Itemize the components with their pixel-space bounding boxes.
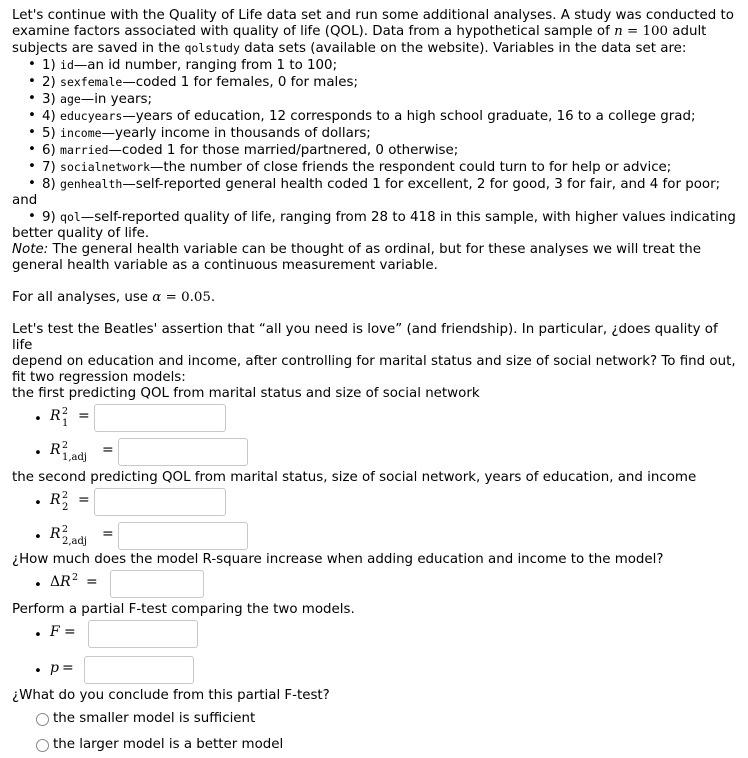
option-smaller-model[interactable]: the smaller model is sufficient [12,706,736,732]
option-larger-model[interactable]: the larger model is a better model [12,732,736,758]
r2-adj-model2-input[interactable] [118,522,248,550]
r2-model2-row: • R 2 2 = [12,486,736,520]
r2-increase-question: ¿How much does the model R-square increase when adding education and income to the model? [12,552,664,567]
alpha-line: For all analyses, use α = 0.05. [12,290,216,305]
intro-paragraph [12,8,736,57]
intro-line-2: examine factors associated with quality of life (QOL). Data from a hypothetical sample of [12,24,615,39]
delta-r2-row: • ΔR 2 = [12,568,736,602]
intro-line-1: Let's continue with the Quality of Life data set and run some additional analyses. A study was conducted to [12,8,734,23]
alpha-symbol: α [152,290,162,305]
dataset-name: qolstudy [184,41,240,55]
beatles-paragraph: Let's test the Beatles' assertion that “all you need is love” (and friendship). In particular, ¿does quality of life depend on education and income, after controlling for marital status and size of social network? To find out, fit two regression models: the first predicting QOL from marital status and size of social network [12,322,736,401]
variable-item: • 3) age—in years; [34,91,736,108]
variable-list [12,57,736,193]
variable-item: • 8) genhealth—self-reported general health coded 1 for excellent, 2 for good, 3 for fair, and 4 for poor; [34,176,736,193]
p-value-input[interactable] [84,656,194,684]
r2-model1-input[interactable] [94,404,226,432]
delta-r2-input[interactable] [110,570,204,598]
variable-item: • 2) sexfemale—coded 1 for females, 0 for males; [34,74,736,91]
intro-line-3: subjects are saved in the [12,41,185,56]
variable-item: • 7) socialnetwork—the number of close friends the respondent could turn to for help or advice; [34,159,736,176]
r2-model2-input[interactable] [94,488,226,516]
radio-circle-icon[interactable] [36,739,49,752]
note-paragraph: Note: The general health variable can be thought of as ordinal, but for these analyses we will treat the general health variable as a continuous measurement variable. [12,242,701,273]
variable-item: • 6) married—coded 1 for those married/partnered, 0 otherwise; [34,142,736,159]
variable-item: • 4) educyears—years of education, 12 corresponds to a high school graduate, 16 to a college grad; [34,108,736,125]
r2-adj-model2-row: • R 2 2,adj = [12,520,736,552]
n-symbol: n [614,24,623,39]
variable-9-continued: better quality of life. [12,226,150,241]
variable-list-2 [12,209,736,226]
and-text: and [12,193,38,208]
f-value-row: • F = [12,618,736,654]
r2-adj-model1-input[interactable] [118,438,248,466]
second-model-text: the second predicting QOL from marital status, size of social network, years of education, and income [12,470,697,485]
p-value-row: • p = [12,654,736,688]
f-value-input[interactable] [88,620,198,648]
note-label: Note: [12,242,49,257]
variable-item: • 1) id—an id number, ranging from 1 to 100; [34,57,736,74]
variable-item: • 5) income—yearly income in thousands of dollars; [34,125,736,142]
n-value: = 100 [622,24,669,39]
intro-line-2-end: adult [668,24,707,39]
variable-item: • 9) qol—self-reported quality of life, ranging from 28 to 418 in this sample, with higher values indicating [34,209,736,226]
intro-line-3-end: data sets (available on the website). Variables in the data set are: [239,41,687,56]
r2-adj-model1-row: • R 2 1,adj = [12,436,736,470]
partial-f-test-text: Perform a partial F-test comparing the two models. [12,602,355,617]
conclusion-question: ¿What do you conclude from this partial F-test? [12,688,330,703]
radio-circle-icon[interactable] [36,713,49,726]
r2-model1-row: • R 2 1 = [12,402,736,436]
